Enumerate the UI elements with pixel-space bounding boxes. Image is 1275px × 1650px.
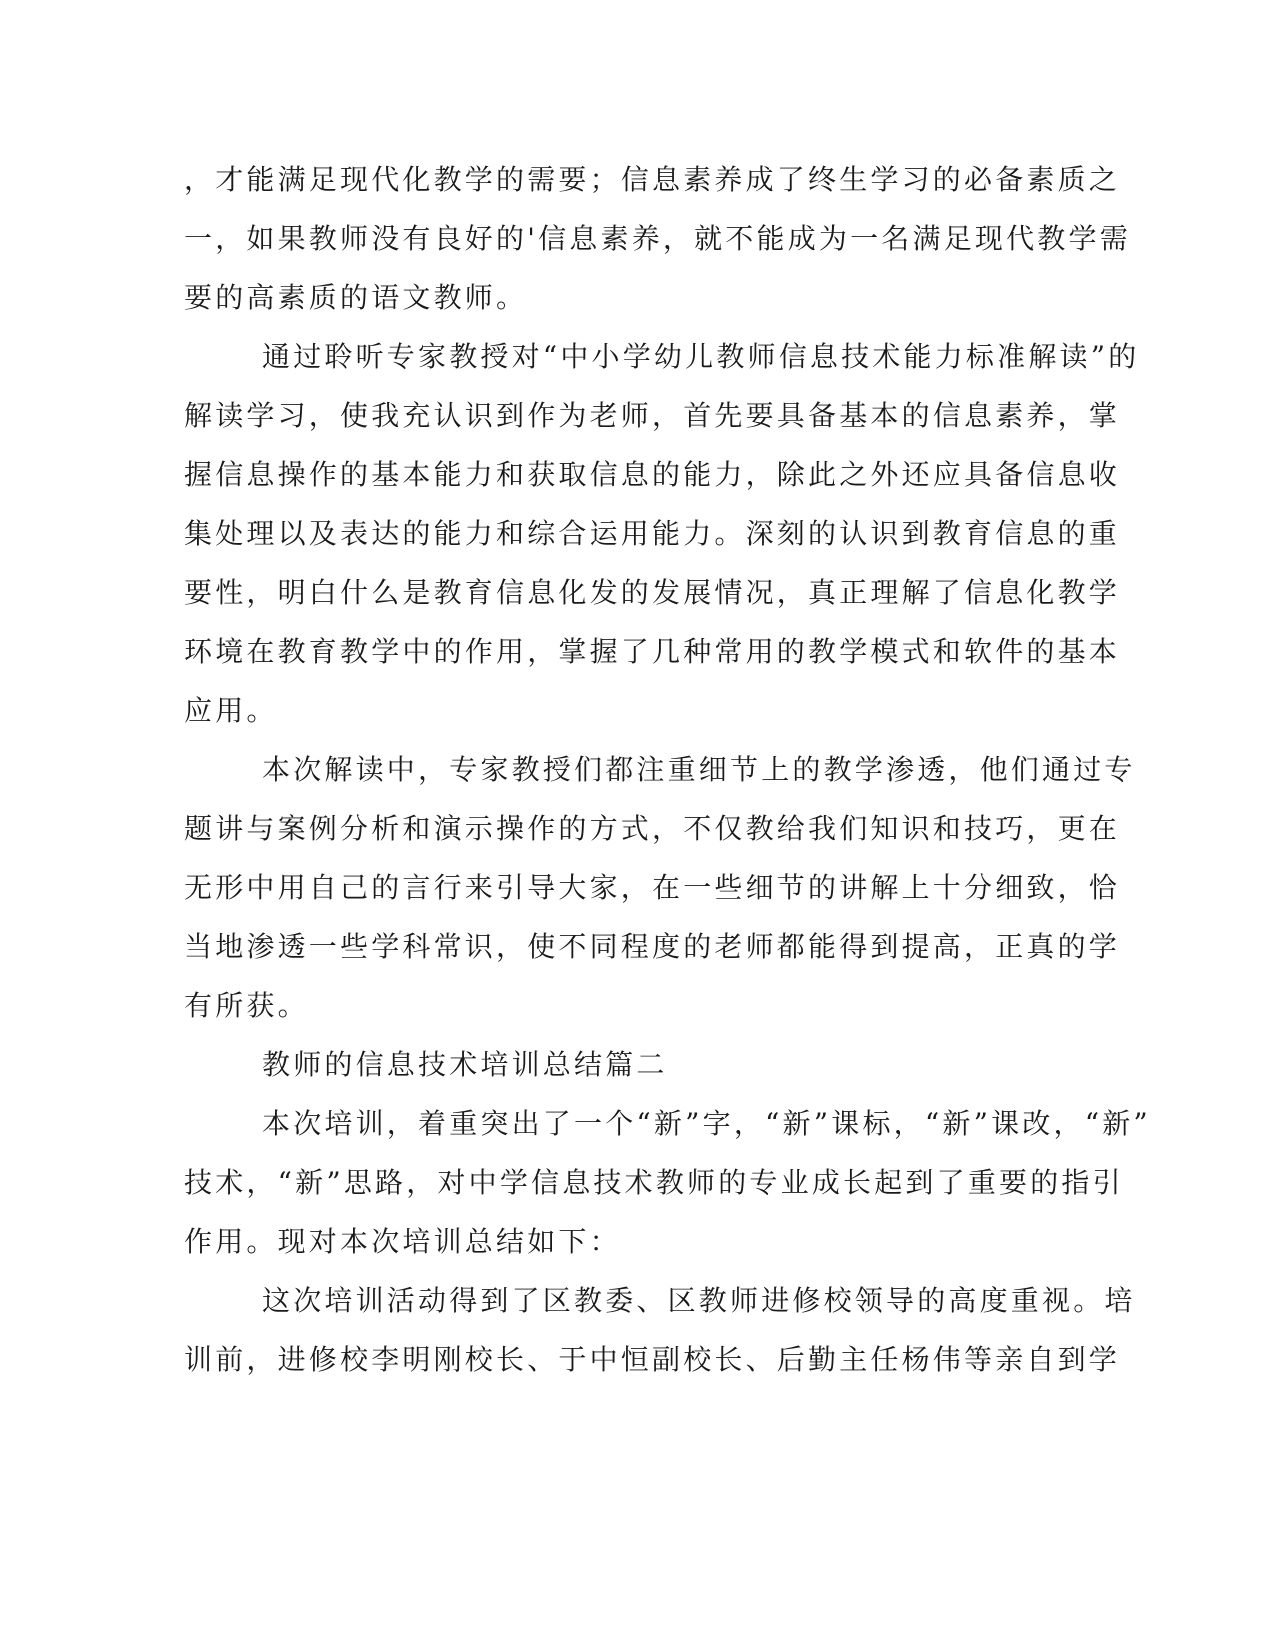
text-line: 这次培训活动得到了区教委、区教师进修校领导的高度重视。培 bbox=[262, 1284, 1136, 1317]
text-line: 作用。现对本次培训总结如下： bbox=[184, 1225, 621, 1258]
text-line: 本次解读中，专家教授们都注重细节上的教学渗透，他们通过专 bbox=[262, 753, 1136, 786]
text-line: 要性，明白什么是教育信息化发的发展情况，真正理解了信息化教学 bbox=[184, 576, 1121, 609]
section-heading: 教师的信息技术培训总结篇二 bbox=[262, 1048, 668, 1081]
text-line: 题讲与案例分析和演示操作的方式，不仅教给我们知识和技巧，更在 bbox=[184, 812, 1121, 845]
text-line: 一，如果教师没有良好的'信息素养，就不能成为一名满足现代教学需 bbox=[184, 222, 1131, 255]
text-line: 本次培训，着重突出了一个“新”字，“新”课标，“新”课改，“新” bbox=[262, 1107, 1151, 1140]
text-line: 集处理以及表达的能力和综合运用能力。深刻的认识到教育信息的重 bbox=[184, 517, 1121, 550]
text-line: 要的高素质的语文教师。 bbox=[184, 281, 528, 314]
text-line: 通过聆听专家教授对“中小学幼儿教师信息技术能力标准解读”的 bbox=[262, 340, 1140, 373]
text-line: 环境在教育教学中的作用，掌握了几种常用的教学模式和软件的基本 bbox=[184, 635, 1121, 668]
text-line: 有所获。 bbox=[184, 989, 309, 1022]
text-line: 当地渗透一些学科常识，使不同程度的老师都能得到提高，正真的学 bbox=[184, 930, 1121, 963]
text-line: 技术，“新”思路，对中学信息技术教师的专业成长起到了重要的指引 bbox=[184, 1166, 1124, 1199]
text-line: 握信息操作的基本能力和获取信息的能力，除此之外还应具备信息收 bbox=[184, 458, 1121, 491]
text-line: 无形中用自己的言行来引导大家，在一些细节的讲解上十分细致，恰 bbox=[184, 871, 1121, 904]
text-line: 训前，进修校李明刚校长、于中恒副校长、后勤主任杨伟等亲自到学 bbox=[184, 1343, 1121, 1376]
text-line: 解读学习，使我充认识到作为老师，首先要具备基本的信息素养，掌 bbox=[184, 399, 1121, 432]
text-line: 应用。 bbox=[184, 694, 278, 727]
text-line: ，才能满足现代化教学的需要；信息素养成了终生学习的必备素质之 bbox=[184, 163, 1121, 196]
